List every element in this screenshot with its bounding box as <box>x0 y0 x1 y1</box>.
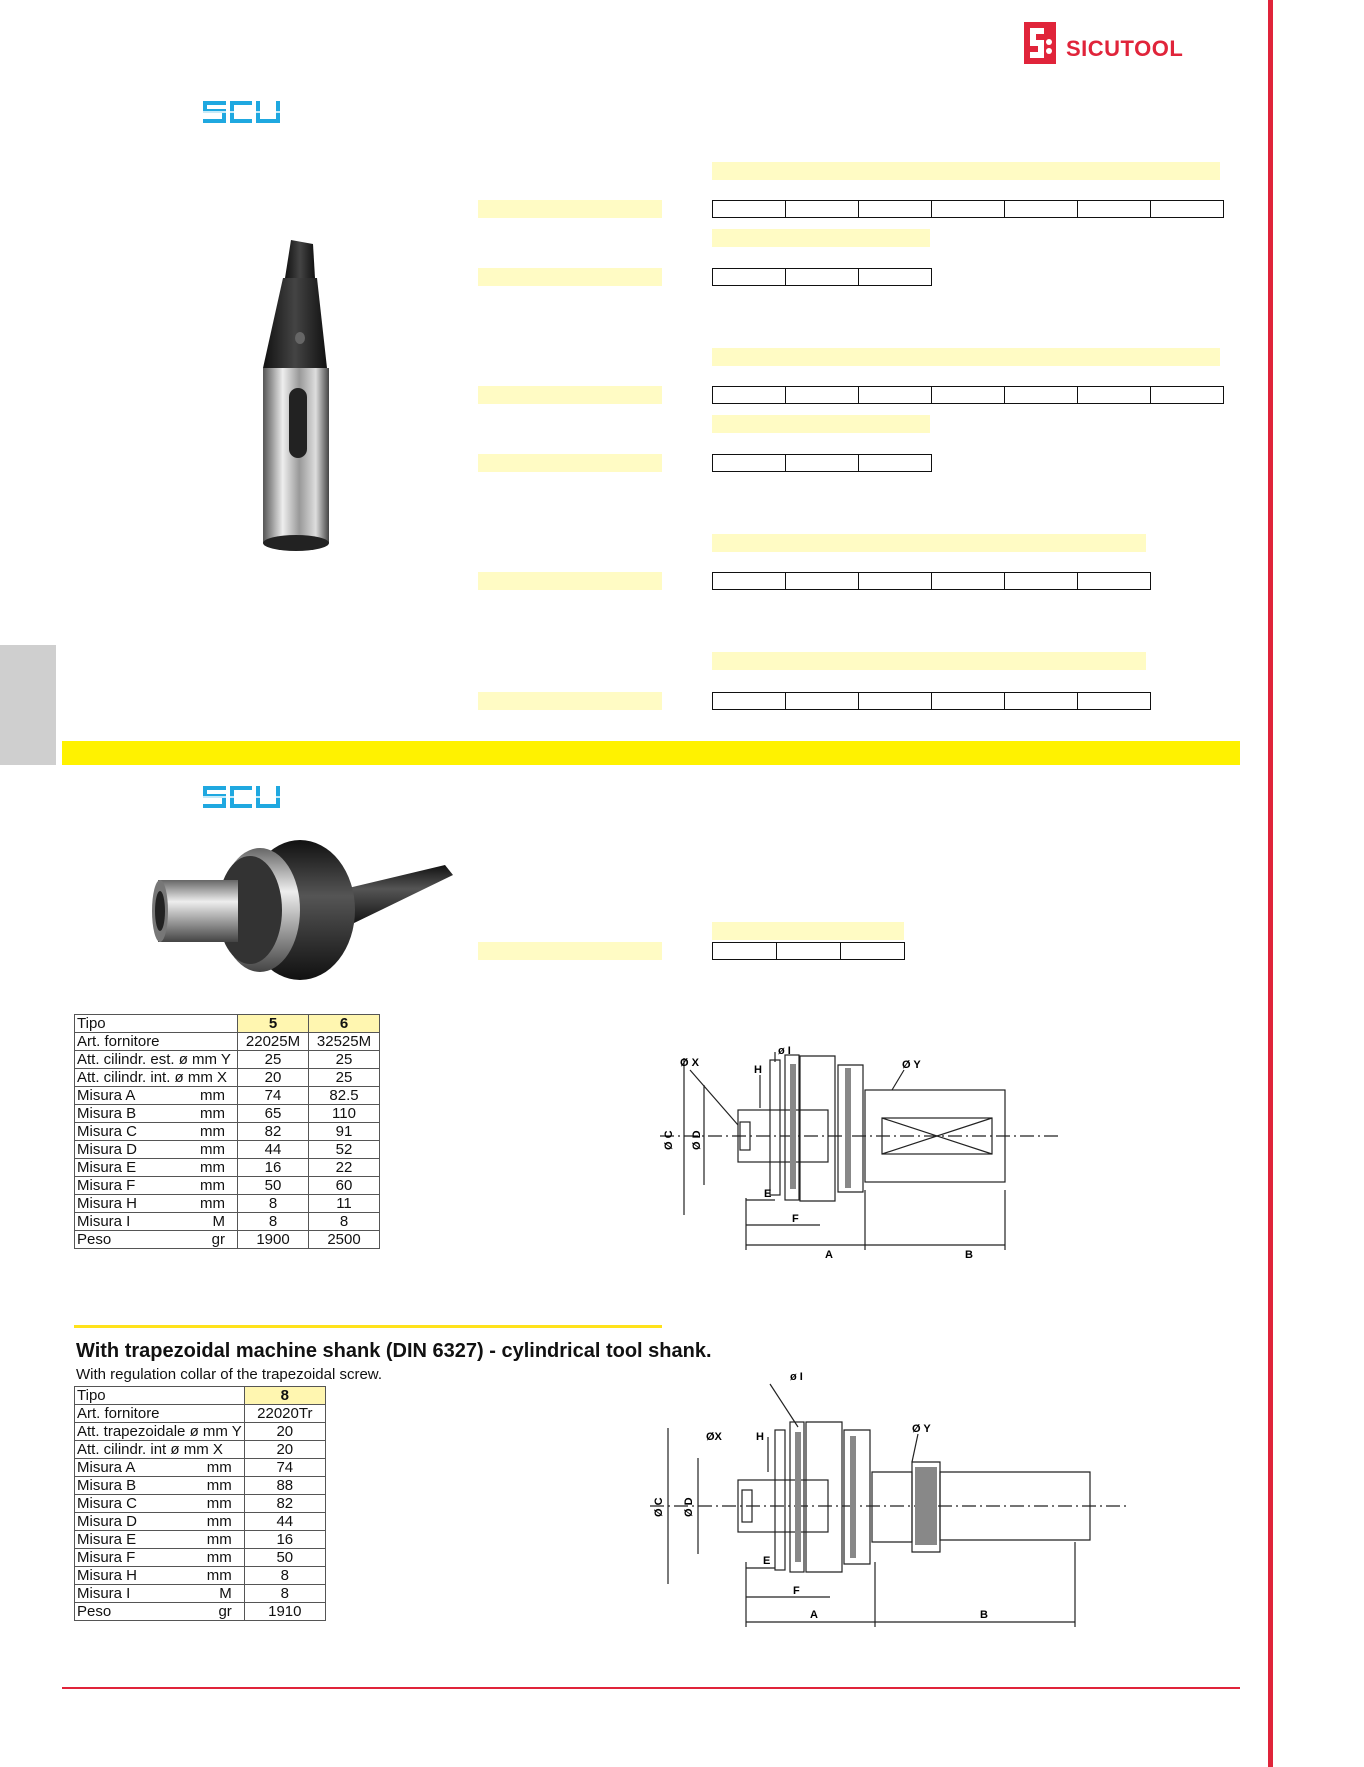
cell-value: 88 <box>244 1477 325 1495</box>
label-dim-x: Ø X <box>680 1057 699 1069</box>
row-label-text: Misura F <box>77 1549 136 1566</box>
empty-label-bar <box>478 692 662 710</box>
table-row <box>75 1585 326 1603</box>
row-unit: M <box>212 1213 225 1230</box>
label-dim-e: E <box>763 1555 771 1567</box>
morse-sleeve-product-image <box>255 238 345 558</box>
row-label <box>75 1105 238 1123</box>
label-dim-i: ø I <box>778 1045 791 1057</box>
row-label-text: Att. cilindr. int. ø mm X <box>77 1069 228 1086</box>
label-dim-d: Ø D <box>683 1497 695 1517</box>
cell-value: 82 <box>244 1495 325 1513</box>
empty-label-bar <box>478 454 662 472</box>
row-label <box>75 1531 245 1549</box>
row-label-text: Misura A <box>77 1087 136 1104</box>
row-label <box>75 1549 245 1567</box>
table-row <box>75 1603 326 1621</box>
table-row <box>75 1177 380 1195</box>
cell-value: 32525M <box>309 1033 380 1051</box>
table-row <box>75 1387 326 1405</box>
table-row <box>75 1477 326 1495</box>
row-unit: mm <box>200 1195 225 1212</box>
row-label <box>75 1141 238 1159</box>
cell-value: 20 <box>244 1441 325 1459</box>
cell-value: 1900 <box>238 1231 309 1249</box>
empty-label-bar <box>478 572 662 590</box>
sicutool-logo-text: SICUTOOL <box>1066 36 1184 61</box>
spec-table-type-8 <box>74 1386 326 1621</box>
table-row <box>75 1231 380 1249</box>
label-dim-f: F <box>793 1585 800 1597</box>
label-dim-a: A <box>825 1249 833 1261</box>
tapping-holder-product-image <box>150 835 460 985</box>
row-label-text: Misura I <box>77 1585 131 1602</box>
row-unit: mm <box>200 1141 225 1158</box>
row-label-text: Tipo <box>77 1387 106 1404</box>
row-label <box>75 1231 238 1249</box>
row-label-text: Peso <box>77 1603 112 1620</box>
table-row <box>75 1141 380 1159</box>
row-label <box>75 1387 245 1405</box>
table-row <box>75 1531 326 1549</box>
cell-value: 44 <box>238 1141 309 1159</box>
row-label-text: Art. fornitore <box>77 1405 160 1422</box>
cell-value: 8 <box>244 1567 325 1585</box>
sicutool-logo-mark <box>1024 22 1056 64</box>
row-label <box>75 1213 238 1231</box>
label-dim-h: H <box>756 1431 764 1443</box>
row-label-text: Misura B <box>77 1477 137 1494</box>
table-row <box>75 1423 326 1441</box>
cell-value: 74 <box>238 1087 309 1105</box>
row-label-text: Misura C <box>77 1495 138 1512</box>
table-row <box>75 1033 380 1051</box>
table-row <box>75 1441 326 1459</box>
section-subheading: With regulation collar of the trapezoidal screw. <box>76 1366 382 1383</box>
gray-side-tab <box>0 645 56 765</box>
table-row <box>75 1123 380 1141</box>
cell-value: 8 <box>238 1213 309 1231</box>
cell-value: 11 <box>309 1195 380 1213</box>
cell-value: 25 <box>309 1051 380 1069</box>
row-label <box>75 1477 245 1495</box>
empty-label-bar <box>478 200 662 218</box>
cell-value: 8 <box>244 1585 325 1603</box>
table-row <box>75 1195 380 1213</box>
row-label-text: Misura D <box>77 1513 138 1530</box>
label-dim-y: Ø Y <box>912 1423 931 1435</box>
row-label <box>75 1159 238 1177</box>
scu-logo-top <box>202 100 280 124</box>
label-dim-x: ØX <box>706 1431 722 1443</box>
row-label-text: Misura H <box>77 1195 138 1212</box>
spec-table-type-5-6 <box>74 1014 380 1249</box>
label-dim-a: A <box>810 1609 818 1621</box>
cell-value: 82 <box>238 1123 309 1141</box>
row-label-text: Art. fornitore <box>77 1033 160 1050</box>
cell-value: 2500 <box>309 1231 380 1249</box>
empty-cell-row <box>712 942 905 960</box>
cell-value: 82.5 <box>309 1087 380 1105</box>
sicutool-logo-subtext: SICUTOOL <box>1024 60 1055 66</box>
empty-header-bar <box>712 922 904 940</box>
table-row <box>75 1405 326 1423</box>
cell-value: 25 <box>238 1051 309 1069</box>
technical-drawing-2 <box>650 1372 1140 1632</box>
row-label-text: Misura B <box>77 1105 137 1122</box>
table-row <box>75 1567 326 1585</box>
table-row <box>75 1105 380 1123</box>
row-label <box>75 1495 245 1513</box>
cell-value: 65 <box>238 1105 309 1123</box>
label-dim-c: Ø C <box>653 1497 665 1517</box>
row-unit: mm <box>206 1477 232 1494</box>
row-label-text: Misura F <box>77 1177 136 1194</box>
row-unit: mm <box>206 1495 232 1512</box>
label-dim-i: ø I <box>790 1372 803 1383</box>
table-row <box>75 1549 326 1567</box>
label-dim-d: Ø D <box>691 1130 703 1150</box>
label-dim-f: F <box>792 1213 799 1225</box>
row-label <box>75 1405 245 1423</box>
row-label <box>75 1069 238 1087</box>
empty-cell-row <box>712 692 1151 710</box>
cell-value: 60 <box>309 1177 380 1195</box>
empty-cell-row <box>712 454 932 472</box>
row-label-text: Misura E <box>77 1159 137 1176</box>
row-label <box>75 1567 245 1585</box>
table-row <box>75 1015 380 1033</box>
row-label <box>75 1603 245 1621</box>
cell-value: 8 <box>238 1195 309 1213</box>
row-label-text: Misura C <box>77 1123 138 1140</box>
row-unit: mm <box>206 1531 232 1548</box>
row-unit: mm <box>206 1513 232 1530</box>
label-dim-e: E <box>764 1188 772 1200</box>
label-dim-h: H <box>754 1064 762 1076</box>
row-label <box>75 1513 245 1531</box>
row-label <box>75 1423 245 1441</box>
empty-header-bar <box>712 162 1220 180</box>
cell-value: 16 <box>238 1159 309 1177</box>
row-label <box>75 1459 245 1477</box>
row-label-text: Misura E <box>77 1531 137 1548</box>
row-label-text: Misura H <box>77 1567 138 1584</box>
table-row <box>75 1159 380 1177</box>
empty-label-bar <box>478 942 662 960</box>
table-row <box>75 1495 326 1513</box>
row-label-text: Att. cilindr. est. ø mm Y <box>77 1051 231 1068</box>
cell-value: 8 <box>244 1387 325 1405</box>
cell-value: 20 <box>238 1069 309 1087</box>
right-red-bar <box>1268 0 1273 1767</box>
row-unit: gr <box>218 1603 232 1620</box>
row-label-text: Misura A <box>77 1459 136 1476</box>
cell-value: 22025M <box>238 1033 309 1051</box>
technical-drawing-1 <box>660 1040 1070 1265</box>
row-label-text: Tipo <box>77 1015 106 1032</box>
table-row <box>75 1069 380 1087</box>
row-label-text: Att. cilindr. int ø mm X <box>77 1441 223 1458</box>
yellow-divider-band <box>62 741 1240 765</box>
table-row <box>75 1213 380 1231</box>
cell-value: 5 <box>238 1015 309 1033</box>
scu-logo-bottom <box>202 785 280 809</box>
empty-header-bar <box>712 348 1220 366</box>
empty-cell-row <box>712 200 1224 218</box>
row-unit: mm <box>200 1177 225 1194</box>
row-label <box>75 1051 238 1069</box>
empty-header-bar <box>712 534 1146 552</box>
empty-header-bar <box>712 652 1146 670</box>
row-label <box>75 1585 245 1603</box>
row-label-text: Peso <box>77 1231 112 1248</box>
cell-value: 1910 <box>244 1603 325 1621</box>
table-row <box>75 1087 380 1105</box>
row-unit: gr <box>211 1231 225 1248</box>
empty-cell-row <box>712 268 932 286</box>
row-label <box>75 1177 238 1195</box>
cell-value: 91 <box>309 1123 380 1141</box>
label-dim-b: B <box>965 1249 973 1261</box>
row-label <box>75 1033 238 1051</box>
section-separator-line <box>74 1325 662 1328</box>
cell-value: 22 <box>309 1159 380 1177</box>
row-unit: mm <box>206 1567 232 1584</box>
empty-cell-row <box>712 572 1151 590</box>
row-label <box>75 1123 238 1141</box>
cell-value: 6 <box>309 1015 380 1033</box>
row-unit: mm <box>200 1105 225 1122</box>
row-unit: mm <box>200 1123 225 1140</box>
empty-label-bar <box>478 386 662 404</box>
cell-value: 20 <box>244 1423 325 1441</box>
row-unit: mm <box>200 1159 225 1176</box>
table-row <box>75 1513 326 1531</box>
row-label <box>75 1015 238 1033</box>
empty-label-bar <box>478 268 662 286</box>
cell-value: 22020Tr <box>244 1405 325 1423</box>
row-label <box>75 1087 238 1105</box>
empty-header-bar <box>712 415 930 433</box>
label-dim-b: B <box>980 1609 988 1621</box>
row-unit: mm <box>206 1549 232 1566</box>
row-label-text: Misura I <box>77 1213 131 1230</box>
section-heading: With trapezoidal machine shank (DIN 6327) - cylindrical tool shank. <box>76 1340 712 1362</box>
row-unit: mm <box>206 1459 232 1476</box>
cell-value: 110 <box>309 1105 380 1123</box>
cell-value: 52 <box>309 1141 380 1159</box>
row-label <box>75 1441 245 1459</box>
empty-cell-row <box>712 386 1224 404</box>
empty-header-bar <box>712 229 930 247</box>
cell-value: 50 <box>244 1549 325 1567</box>
cell-value: 8 <box>309 1213 380 1231</box>
row-label-text: Att. trapezoidale ø mm Y <box>77 1423 242 1440</box>
cell-value: 16 <box>244 1531 325 1549</box>
bottom-red-line <box>62 1687 1240 1689</box>
table-row <box>75 1459 326 1477</box>
label-dim-y: Ø Y <box>902 1059 921 1071</box>
cell-value: 50 <box>238 1177 309 1195</box>
table-row <box>75 1051 380 1069</box>
cell-value: 44 <box>244 1513 325 1531</box>
cell-value: 25 <box>309 1069 380 1087</box>
row-label-text: Misura D <box>77 1141 138 1158</box>
row-label <box>75 1195 238 1213</box>
row-unit: M <box>219 1585 232 1602</box>
label-dim-c: Ø C <box>663 1130 675 1150</box>
row-unit: mm <box>200 1087 225 1104</box>
cell-value: 74 <box>244 1459 325 1477</box>
